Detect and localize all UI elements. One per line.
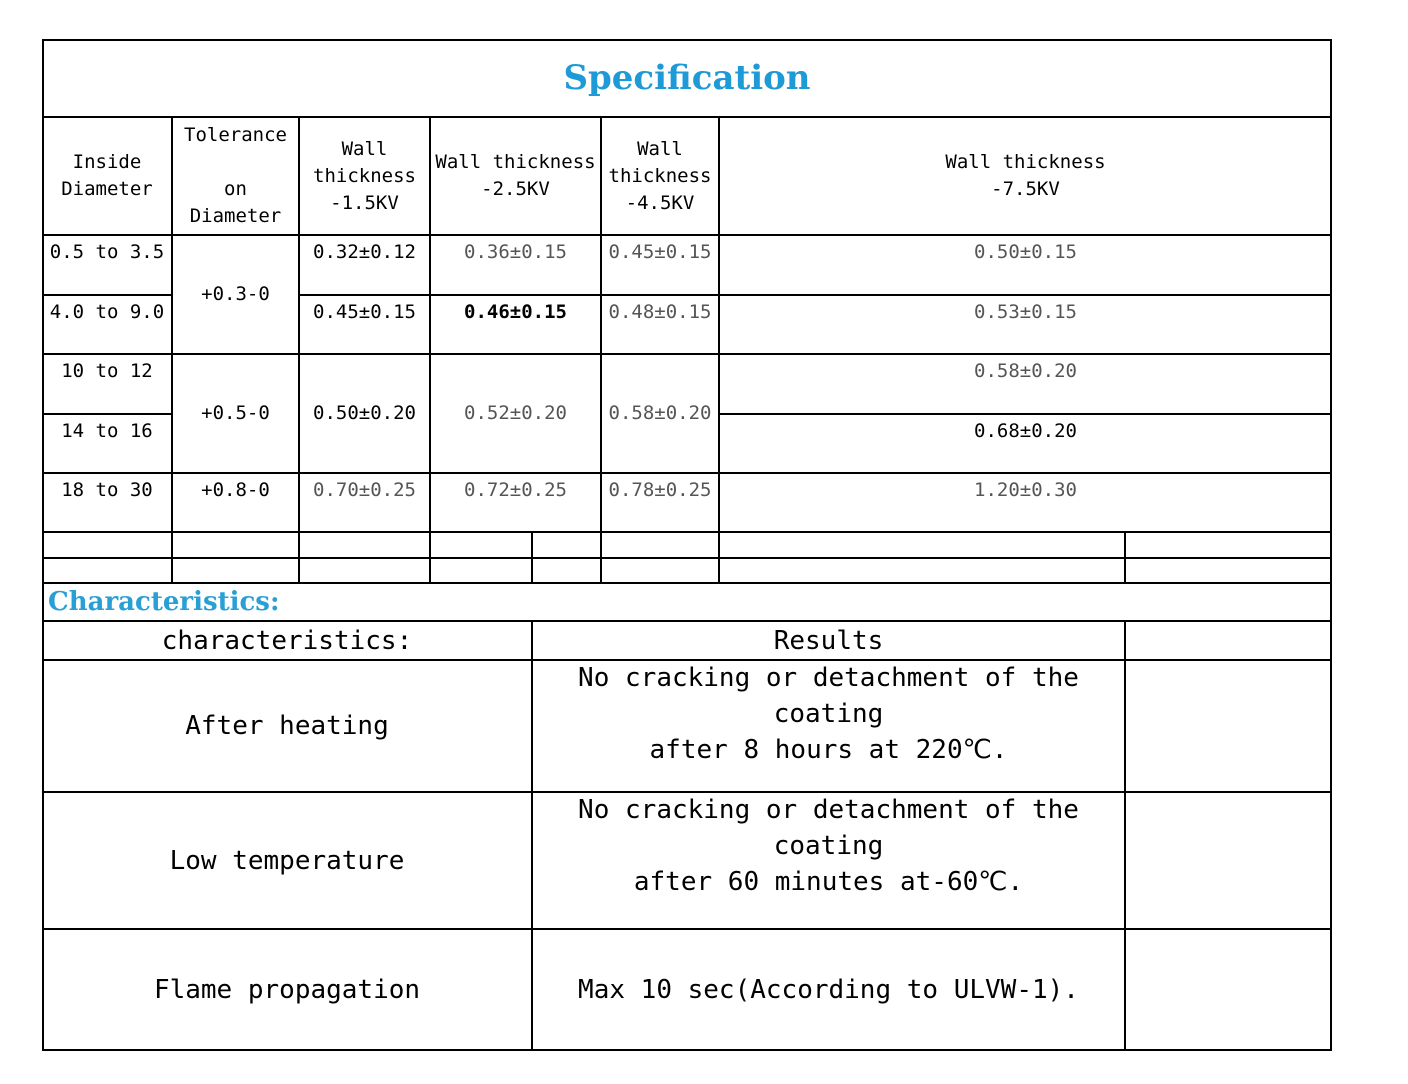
row2-wall-1-5kv: 0.45±0.15	[313, 300, 416, 323]
row5-wall-1-5kv: 0.70±0.25	[313, 478, 416, 501]
row1-diameter: 0.5 to 3.5	[49, 240, 165, 263]
characteristic-result-low-temperature: No cracking or detachment of the coating after 60 minutes at-60℃.	[578, 795, 1079, 897]
row5-tolerance: +0.8-0	[201, 478, 270, 501]
row3-wall-7-5kv: 0.58±0.20	[974, 359, 1077, 382]
row5-diameter: 18 to 30	[61, 478, 153, 501]
characteristic-name-after-heating: After heating	[185, 711, 389, 741]
row2-diameter: 4.0 to 9.0	[49, 300, 165, 323]
rows34-wall-4-5kv: 0.58±0.20	[608, 402, 712, 424]
row5-wall-4-5kv: 0.78±0.25	[608, 478, 712, 501]
row1-wall-7-5kv: 0.50±0.15	[974, 240, 1077, 263]
row4-diameter: 14 to 16	[61, 419, 153, 442]
row1-wall-2-5kv: 0.36±0.15	[464, 240, 567, 263]
header-wall-1-5kv: Wall thickness -1.5KV	[313, 137, 416, 214]
row4-wall-7-5kv: 0.68±0.20	[974, 419, 1077, 442]
row2-wall-7-5kv: 0.53±0.15	[974, 300, 1077, 323]
characteristics-header-right: Results	[773, 625, 884, 656]
header-wall-7-5kv: Wall thickness -7.5KV	[945, 151, 1106, 200]
row2-wall-4-5kv: 0.48±0.15	[608, 300, 712, 323]
characteristic-name-low-temperature: Low temperature	[169, 845, 405, 876]
characteristic-name-flame-propagation: Flame propagation	[153, 975, 421, 1005]
characteristics-title: Characteristics:	[48, 586, 280, 617]
header-tolerance: Tolerance on Diameter	[184, 124, 287, 227]
row3-diameter: 10 to 12	[61, 359, 153, 382]
row1-wall-1-5kv: 0.32±0.12	[313, 240, 416, 263]
tolerance-rows-1-2: +0.3-0	[201, 283, 270, 305]
characteristic-result-flame-propagation: Max 10 sec(According to ULVW-1).	[578, 975, 1079, 1005]
header-inside-diameter: Inside Diameter	[61, 151, 153, 200]
characteristics-header-left: characteristics:	[161, 625, 413, 656]
rows34-wall-2-5kv: 0.52±0.20	[464, 402, 567, 424]
characteristic-result-after-heating: No cracking or detachment of the coating after 8 hours at 220℃.	[578, 663, 1079, 765]
header-wall-2-5kv: Wall thickness -2.5KV	[435, 151, 596, 200]
header-wall-4-5kv: Wall thickness -4.5KV	[608, 137, 712, 214]
specification-sheet	[42, 39, 1332, 1051]
tolerance-rows-3-4: +0.5-0	[201, 402, 270, 424]
row1-wall-4-5kv: 0.45±0.15	[608, 240, 712, 263]
row5-wall-7-5kv: 1.20±0.30	[974, 478, 1077, 501]
rows34-wall-1-5kv: 0.50±0.20	[313, 402, 416, 424]
page-title: Specification	[563, 57, 811, 98]
row5-wall-2-5kv: 0.72±0.25	[464, 478, 567, 501]
row2-wall-2-5kv: 0.46±0.15	[464, 300, 567, 323]
